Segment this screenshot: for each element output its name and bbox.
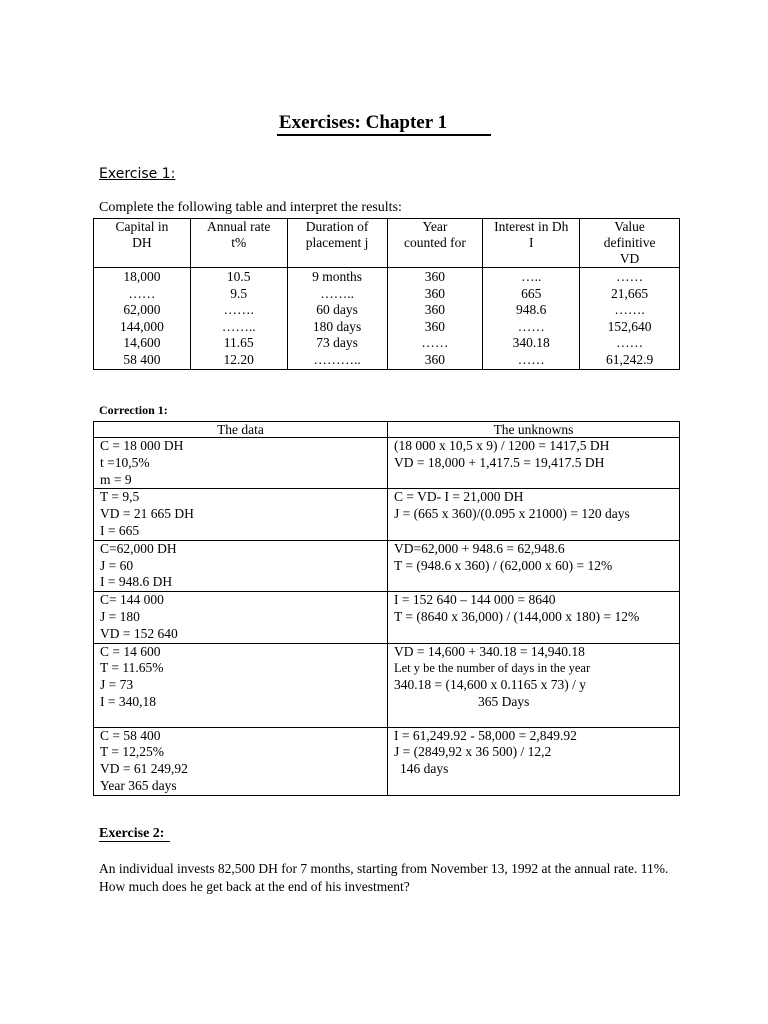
header-interest: Interest in Dh I xyxy=(483,219,580,268)
table-cell: 14,600 xyxy=(94,335,191,352)
table-cell: 12.20 xyxy=(190,352,287,369)
table-cell: 18,000 xyxy=(94,268,191,286)
table-header-row xyxy=(94,219,680,268)
table-cell: 62,000 xyxy=(94,302,191,319)
table-cell: 10.5 xyxy=(190,268,287,286)
data-cell: C=62,000 DH J = 60 I = 948.6 DH xyxy=(94,540,388,591)
table-cell: …… xyxy=(580,335,680,352)
table-cell: 144,000 xyxy=(94,319,191,336)
unknowns-cell: I = 61,249.92 - 58,000 = 2,849.92 J = (2849,92 x 36 500) / 12,2 146 days xyxy=(388,727,680,795)
table-header-row xyxy=(94,422,680,438)
exercise-1-table xyxy=(93,218,680,370)
header-the-unknowns: The unknowns xyxy=(388,422,680,438)
table-row xyxy=(94,268,680,286)
table-cell: 665 xyxy=(483,286,580,303)
exercise-2-text: An individual invests 82,500 DH for 7 months, starting from November 13, 1992 at the annual rate. 11%. How much does he get back at the end of his investment? xyxy=(99,861,669,894)
table-row xyxy=(94,643,680,727)
table-row xyxy=(94,592,680,643)
table-row xyxy=(94,489,680,540)
table-cell: 360 xyxy=(387,319,483,336)
table-cell: …… xyxy=(94,286,191,303)
table-row xyxy=(94,727,680,795)
table-cell: 180 days xyxy=(287,319,387,336)
table-cell: ……….. xyxy=(287,352,387,369)
data-cell: C = 14 600 T = 11.65% J = 73 I = 340,18 xyxy=(94,643,388,727)
table-cell: …….. xyxy=(190,319,287,336)
table-cell: …… xyxy=(483,352,580,369)
exercise-2-heading: Exercise 2: xyxy=(99,826,170,842)
exercise-1-instruction: Complete the following table and interpret the results: xyxy=(99,200,402,215)
table-cell: 58 400 xyxy=(94,352,191,369)
table-cell: 11.65 xyxy=(190,335,287,352)
header-the-data: The data xyxy=(94,422,388,438)
unknowns-cell: C = VD- I = 21,000 DH J = (665 x 360)/(0.095 x 21000) = 120 days xyxy=(388,489,680,540)
header-annual-rate: Annual rate t% xyxy=(190,219,287,268)
table-row xyxy=(94,319,680,336)
correction-1-label: Correction 1: xyxy=(99,403,168,417)
exercise-1-heading: Exercise 1: xyxy=(99,166,176,182)
table-cell: 9.5 xyxy=(190,286,287,303)
table-row xyxy=(94,438,680,489)
table-cell: 60 days xyxy=(287,302,387,319)
table-cell: …… xyxy=(580,268,680,286)
table-row xyxy=(94,286,680,303)
header-year: Year counted for xyxy=(387,219,483,268)
table-cell: 61,242.9 xyxy=(580,352,680,369)
table-row xyxy=(94,540,680,591)
data-cell: C = 58 400 T = 12,25% VD = 61 249,92 Year 365 days xyxy=(94,727,388,795)
table-cell: ….. xyxy=(483,268,580,286)
table-cell: …….. xyxy=(287,286,387,303)
data-cell: C= 144 000 J = 180 VD = 152 640 xyxy=(94,592,388,643)
unknowns-cell: VD=62,000 + 948.6 = 62,948.6 T = (948.6 x 360) / (62,000 x 60) = 12% xyxy=(388,540,680,591)
unknowns-cell: I = 152 640 – 144 000 = 8640 T = (8640 x 36,000) / (144,000 x 180) = 12% xyxy=(388,592,680,643)
table-cell: 73 days xyxy=(287,335,387,352)
table-cell: ……. xyxy=(190,302,287,319)
table-cell: …… xyxy=(483,319,580,336)
table-row xyxy=(94,302,680,319)
table-cell: 360 xyxy=(387,286,483,303)
table-cell: 360 xyxy=(387,268,483,286)
header-capital: Capital in DH xyxy=(94,219,191,268)
table-cell: 360 xyxy=(387,302,483,319)
table-cell: ……. xyxy=(580,302,680,319)
table-cell: 340.18 xyxy=(483,335,580,352)
table-row xyxy=(94,352,680,369)
header-duration: Duration of placement j xyxy=(287,219,387,268)
table-cell: 948.6 xyxy=(483,302,580,319)
data-cell: T = 9,5 VD = 21 665 DH I = 665 xyxy=(94,489,388,540)
table-cell: …… xyxy=(387,335,483,352)
header-value: Value definitive VD xyxy=(580,219,680,268)
table-cell: 9 months xyxy=(287,268,387,286)
correction-1-table xyxy=(93,421,680,796)
unknowns-cell: (18 000 x 10,5 x 9) / 1200 = 1417,5 DH VD = 18,000 + 1,417.5 = 19,417.5 DH xyxy=(388,438,680,489)
page-title: Exercises: Chapter 1 xyxy=(0,112,768,134)
table-cell: 21,665 xyxy=(580,286,680,303)
unknowns-cell: VD = 14,600 + 340.18 = 14,940.18 Let y be the number of days in the year 340.18 = (14,600 x 0.1165 x 73) / y 365 Days xyxy=(388,643,680,727)
table-row xyxy=(94,335,680,352)
data-cell: C = 18 000 DH t =10,5% m = 9 xyxy=(94,438,388,489)
table-cell: 360 xyxy=(387,352,483,369)
table-cell: 152,640 xyxy=(580,319,680,336)
